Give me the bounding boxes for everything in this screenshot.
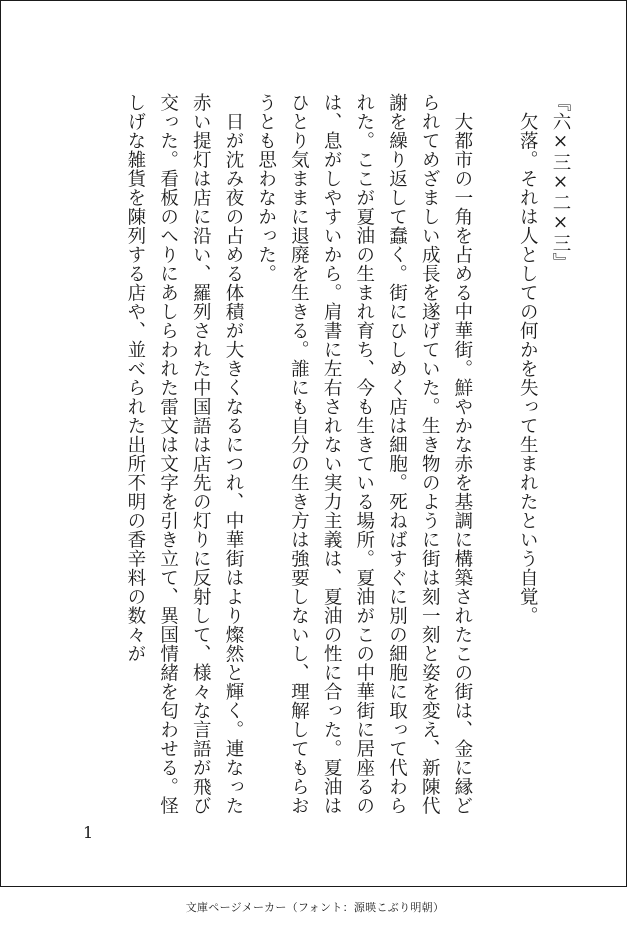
paragraph-2: 日が沈み夜の占める体積が大きくなるにつれ、中華街はより燦然と輝く。連なった赤い提灯は店に沿い、羅列された中国語は店先の灯りに反射して、様々な言語が飛び交った。看板のへりにあしらわれた雷文は文字を引き立て、異国情緒を匂わせる。怪しげな雑貨を陳列する店や、並べられた出所不明の香辛料の数々が xyxy=(124,93,244,815)
vertical-text-block xyxy=(118,93,576,821)
page-number: 1 xyxy=(83,823,94,842)
title-line: 『六×三×二×三』 xyxy=(550,93,571,272)
paragraph-1: 大都市の一角を占める中華街。鮮やかな赤を基調に構築されたこの街は、金に縁どられてめざましい成長を遂げていた。生き物のように街は刻一刻と姿を変え、新陳代謝を繰り返して蠢く。街にひしめく店は細胞。死ねばすぐに別の細胞に取って代わられた。ここが夏油の生まれ育ち、今も生きている場所。夏油がこの中華街に居座るのは、息がしやすいから。肩書に左右されない実力主義は、夏油の性に合った。夏油はひとり気ままに退廃を生きる。誰にも自分の生き方は強要しないし、理解してもらおうとも思わなかった。 xyxy=(255,93,473,815)
footer-credit: 文庫ページメーカー（フォント：源暎こぶり明朝） xyxy=(185,901,445,914)
blank-line xyxy=(478,93,511,821)
tagline: 欠落。それは人としての何かを失って生まれたという自覚。 xyxy=(517,111,539,625)
